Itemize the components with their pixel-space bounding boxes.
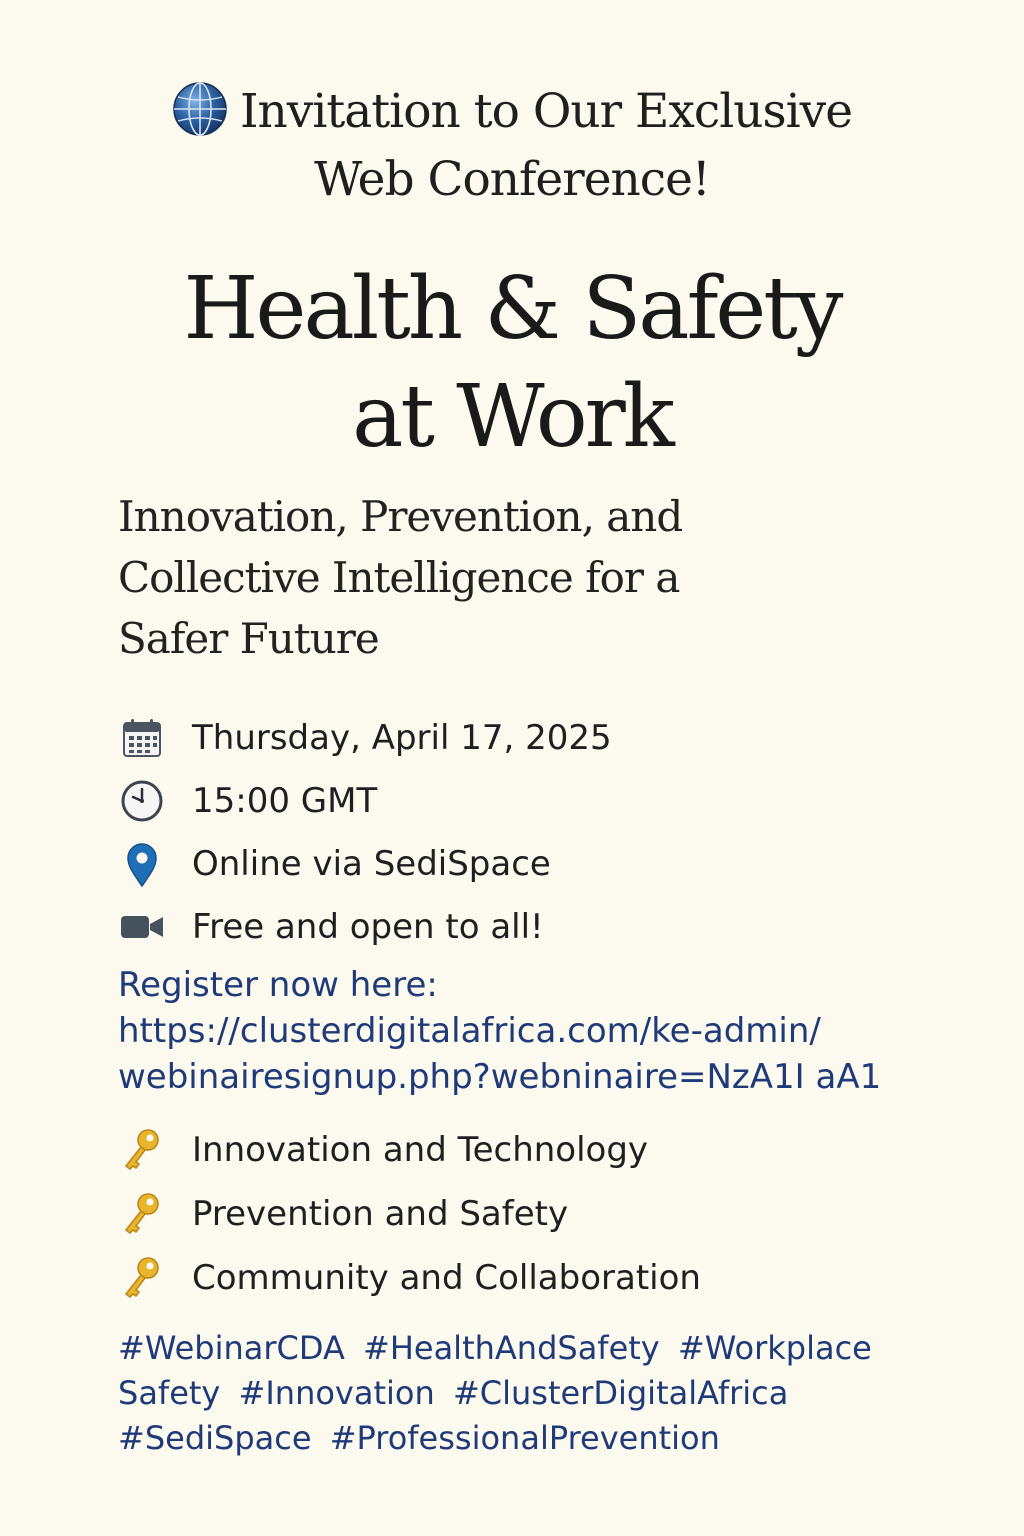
subtitle-line2: Collective Intelligence for a bbox=[118, 553, 680, 602]
key-icon bbox=[118, 1190, 166, 1238]
topic-item bbox=[118, 1118, 978, 1182]
key-icon bbox=[118, 1126, 166, 1174]
register-label: Register now here: bbox=[118, 965, 438, 1005]
detail-location-text: Online via SediSpace bbox=[192, 843, 551, 884]
detail-access-text: Free and open to all! bbox=[192, 906, 544, 947]
invitation-header bbox=[0, 78, 1024, 214]
detail-date bbox=[118, 706, 978, 769]
location-pin-icon bbox=[118, 840, 166, 888]
key-icon bbox=[118, 1254, 166, 1302]
clock-icon bbox=[118, 777, 166, 825]
register-link-line2[interactable]: webinairesignup.php?webninaire=NzA1I aA1 bbox=[118, 1057, 882, 1097]
invitation-header-line1 bbox=[0, 78, 1024, 146]
detail-time-text: 15:00 GMT bbox=[192, 780, 378, 821]
invitation-header-text1: Invitation to Our Exclusive bbox=[239, 84, 853, 139]
main-title-line1: Health & Safety bbox=[183, 259, 841, 359]
detail-access bbox=[118, 895, 978, 958]
main-title-line2: at Work bbox=[352, 367, 672, 467]
hashtags bbox=[118, 1326, 998, 1461]
registration-block bbox=[118, 962, 998, 1100]
detail-time bbox=[118, 769, 978, 832]
topic-item bbox=[118, 1182, 978, 1246]
register-link-line1[interactable]: https://clusterdigitalafrica.com/ke-admin/ bbox=[118, 1011, 821, 1051]
event-details bbox=[118, 706, 978, 958]
invitation-header-line2: Web Conference! bbox=[314, 152, 710, 207]
topic-text: Innovation and Technology bbox=[192, 1130, 649, 1170]
subtitle-line1: Innovation, Prevention, and bbox=[118, 492, 683, 541]
hashtags-line2: Safety #Innovation #ClusterDigitalAfrica bbox=[118, 1374, 789, 1412]
topic-text: Prevention and Safety bbox=[192, 1194, 569, 1234]
video-camera-icon bbox=[118, 903, 166, 951]
subtitle-line3: Safer Future bbox=[118, 614, 379, 663]
hashtags-line1: #WebinarCDA #HealthAndSafety #Workplace bbox=[118, 1329, 872, 1367]
topics-list bbox=[118, 1118, 978, 1310]
main-title bbox=[0, 255, 1024, 471]
topic-item bbox=[118, 1246, 978, 1310]
hashtags-line3: #SediSpace #ProfessionalPrevention bbox=[118, 1419, 720, 1457]
detail-location bbox=[118, 832, 978, 895]
subtitle bbox=[118, 486, 938, 669]
calendar-icon bbox=[118, 714, 166, 762]
topic-text: Community and Collaboration bbox=[192, 1258, 701, 1298]
detail-date-text: Thursday, April 17, 2025 bbox=[192, 717, 612, 758]
globe-icon bbox=[172, 81, 228, 137]
